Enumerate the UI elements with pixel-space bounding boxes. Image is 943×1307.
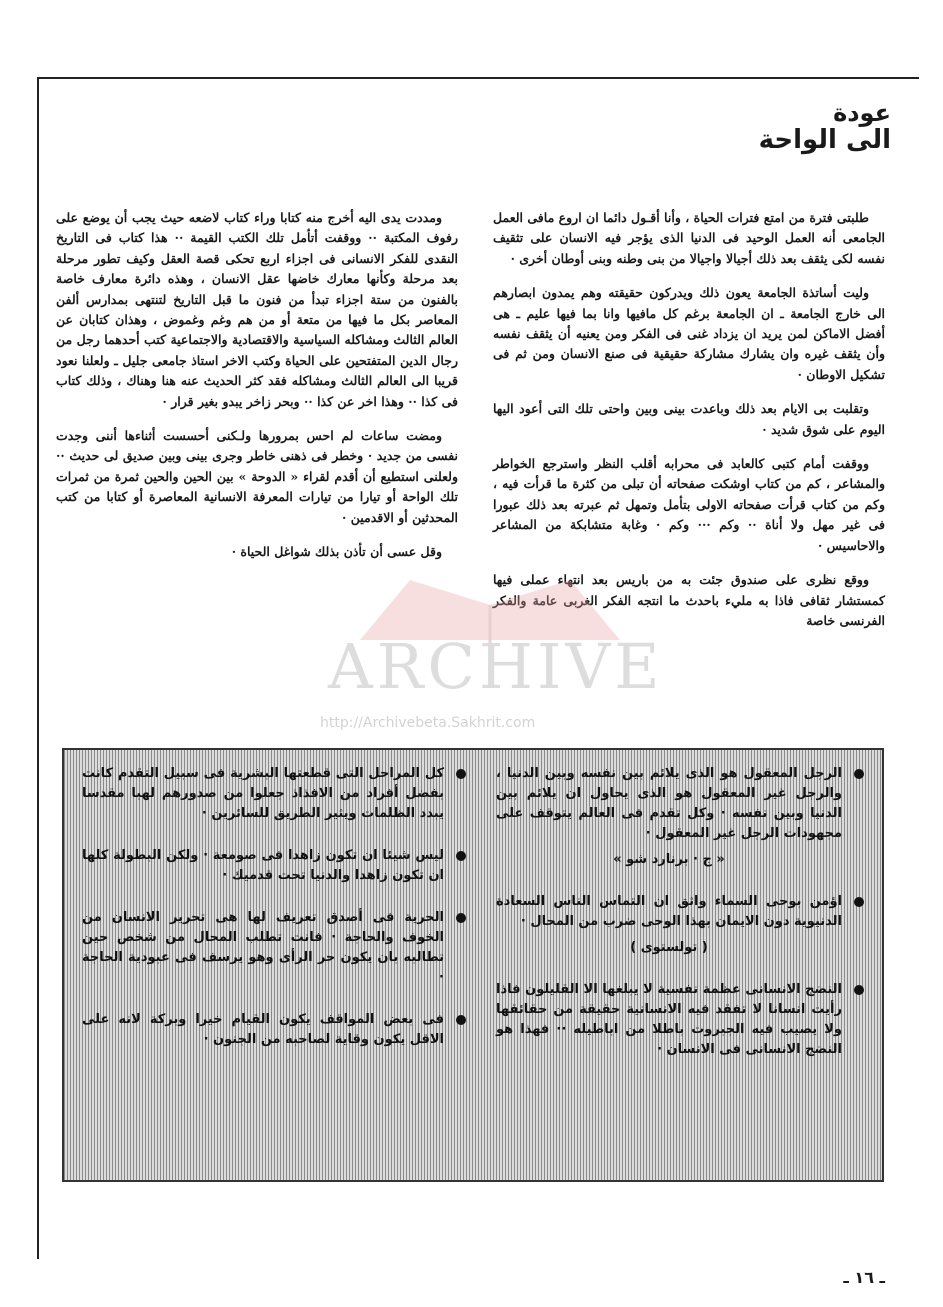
quote-item: [496, 980, 864, 1060]
quote-item: [496, 764, 864, 870]
quote-author: ( تولستوى ): [630, 940, 708, 955]
article-column-left: [56, 208, 458, 577]
article-paragraph: ووقع نظرى على صندوق جئت به من باريس بعد انتهاء عملى فيها كمستشار ثقافى فاذا به مليء باحدث ما انتجه الفكر الغربى عامة والفكر الفرنسى خاصة: [493, 572, 885, 628]
quote-text: اؤمن بوحى السماء واثق ان التماس الناس السعادة الدنيوية دون الايمان بهذا الوحى ضرب من المحال ·: [496, 894, 842, 929]
bullet-icon: [456, 913, 466, 923]
article-column-right: [493, 208, 885, 645]
quote-item: [82, 846, 466, 886]
article-paragraph: طلبتى فترة من امتع فترات الحياة ، وأنا أقـول دائما ان اروع مافى العمل الجامعى أنه العمل الوحيد فى الدنيا الذى يؤجر فيه الانسان على تثقيف نفسه لكى يثقف بعد ذلك أجيالا واجيالا من بنى وطنه وبنى أوطان أخرى ·: [493, 210, 885, 266]
quote-item: [496, 892, 864, 958]
quote-author: « ج · برنارد شو »: [613, 852, 725, 867]
quotes-box: [62, 748, 884, 1182]
quote-text: النضج الانسانى عظمة نفسية لا يبلغها الا القليلون فاذا رأيت انسانا لا تفقد فيه الانسانية حقيقة من حقائقها ولا يصيب فيه الجبروت باطلا من اباطيله ·· فهذا هو النضج الانسانى فى الانسان ·: [496, 982, 842, 1057]
quote-item: [82, 764, 466, 824]
quotes-column-right: [496, 764, 864, 1082]
bullet-icon: [854, 769, 864, 779]
quote-text: ليس شيئا ان تكون زاهدا فى صومعة · ولكن البطولة كلها ان تكون زاهدا والدنيا تحت قدميك ·: [82, 848, 444, 883]
bullet-icon: [854, 985, 864, 995]
quote-text: كل المراحل التى قطعتها البشرية فى سبيل التقدم كانت بفضل أفراد من الافذاذ جعلوا من صدورهم لهبا مقدسا يبدد الظلمات ويثير الطريق للسائرين ·: [82, 766, 444, 821]
quote-text: الحرية فى أصدق تعريف لها هى تحرير الانسان من الخوف والحاجة · فانت تطلب المحال من شخص حين تطالبه بان يكون حر الرأى وهو يرسف فى عبودية الحاجة ·: [82, 910, 444, 985]
quote-text: فى بعض المواقف يكون القيام خيرا وبركة لانه على الاقل يكون وقاية لصاحبه من الجنون ·: [82, 1012, 444, 1047]
article-paragraph: وقل عسى أن تأذن بذلك شواغل الحياة ·: [231, 544, 442, 560]
article-paragraph: وتقلبت بى الايام بعد ذلك وباعدت بينى وبين واحتى تلك التى أعود اليها اليوم على شوق شديد ·: [493, 401, 885, 437]
section-masthead: [759, 100, 891, 154]
article-paragraph: وليت أساتذة الجامعة يعون ذلك ويدركون حقيقته وهم يمدون ابصارهم الى خارج الجامعة ـ ان الجامعة برغم كل مافيها وانا بما فيها عليم ـ هى أفضل الاماكن لمن يريد ان يزداد غنى فى الفكر ومن يعنيه أن يثقف نفسه وأن يثقف غيره وان يشارك مشاركة حقيقية فى صنع الانسان ومن ثم فى تشكيل الاوطان ·: [493, 285, 885, 382]
bullet-icon: [456, 769, 466, 779]
quotes-column-left: [82, 764, 466, 1072]
quote-text: الرجل المعقول هو الذى يلائم بين نفسه وبين الدنيا ، والرجل غير المعقول هو الذى يحاول ان يلائم بين الدنيا وبين نفسه · وكل تقدم فى العالم يتوقف على مجهودات الرجل غير المعقول ·: [496, 766, 842, 841]
quote-item: [82, 908, 466, 988]
quote-item: [82, 1010, 466, 1050]
bullet-icon: [456, 1015, 466, 1025]
page-number: ـ ١٦ ـ: [843, 1268, 885, 1287]
masthead-line-2: الى الواحة: [758, 125, 891, 155]
bullet-icon: [854, 897, 864, 907]
watermark-word: ARCHIVE: [328, 630, 664, 703]
bullet-icon: [456, 851, 466, 861]
article-paragraph: ومضت ساعات لم احس بمرورها ولـكنى أحسست أثناءها أننى وجدت نفسى من جديد · وخطر فى ذهنى خاطر وجرى بينى وبين صديق لى حديث ·· ولعلنى استطيع أن أقدم لقراء « الدوحة » بين الحين والحين ثمرة من ثمرات تلك الواحة أو تيارا من تيارات المعرفة الانسانية المعاصرة أو كتابا من كتب المحدثين أو الاقدمين ·: [56, 428, 458, 525]
masthead-line-1: عودة: [833, 99, 891, 127]
article-paragraph: ومددت يدى اليه أخرج منه كتابا وراء كتاب لاضعه حيث يجب أن يوضع على رفوف المكتبة ·· ووقفت أتأمل تلك الكتب القيمة ·· هذا كتاب فى التاريخ النقدى للفكر الانسانى فى اجزاء اربع تحكى قصة العقل وكيف تطور مرحلة بعد مرحلة وكأنها معارك خاضها عقل الانسان ، وهذه دائرة معارف خاصة بالفنون من ستة اجزاء تبدأ من فنون ما قبل التاريخ لتنتهى بمدارس ألفن المعاصر بكل ما فيها من متعة أو من هم وغم وغموض ، وهذان كتابان عن العالم الثالث ومشاكله السياسية والاقتصادية والاجتماعية كتب أحدهما رجل من رجال الدين المتفتحين على الحياة وكتب الاخر استاذ جامعى جليل ـ ولعلنا نعود قريبا الى العالم الثالث ومشاكله فقد كثر الحديث عنه هنا وهناك ، وذلك كتاب فى كذا ·· وهذا اخر عن كذا ·· وبحر زاخر يبدو بغير قرار ·: [56, 210, 458, 409]
watermark-url: http://Archivebeta.Sakhrit.com: [320, 715, 536, 731]
article-paragraph: ووقفت أمام كتبى كالعابد فى محرابه أقلب النظر واسترجع الخواطر والمشاعر ، كم من كتاب اوشكت صفحاته أن تبلى من كثرة ما قرأت فيه ، وكم من كتاب قرأت صفحاته الاولى بتأمل وتمهل ثم عبرته بعد ذلك عبورا فى غير مهل ولا أناة ·· وكم ··· وكم · وغابة متشابكة من المشاعر والاحاسيس ·: [493, 456, 885, 553]
